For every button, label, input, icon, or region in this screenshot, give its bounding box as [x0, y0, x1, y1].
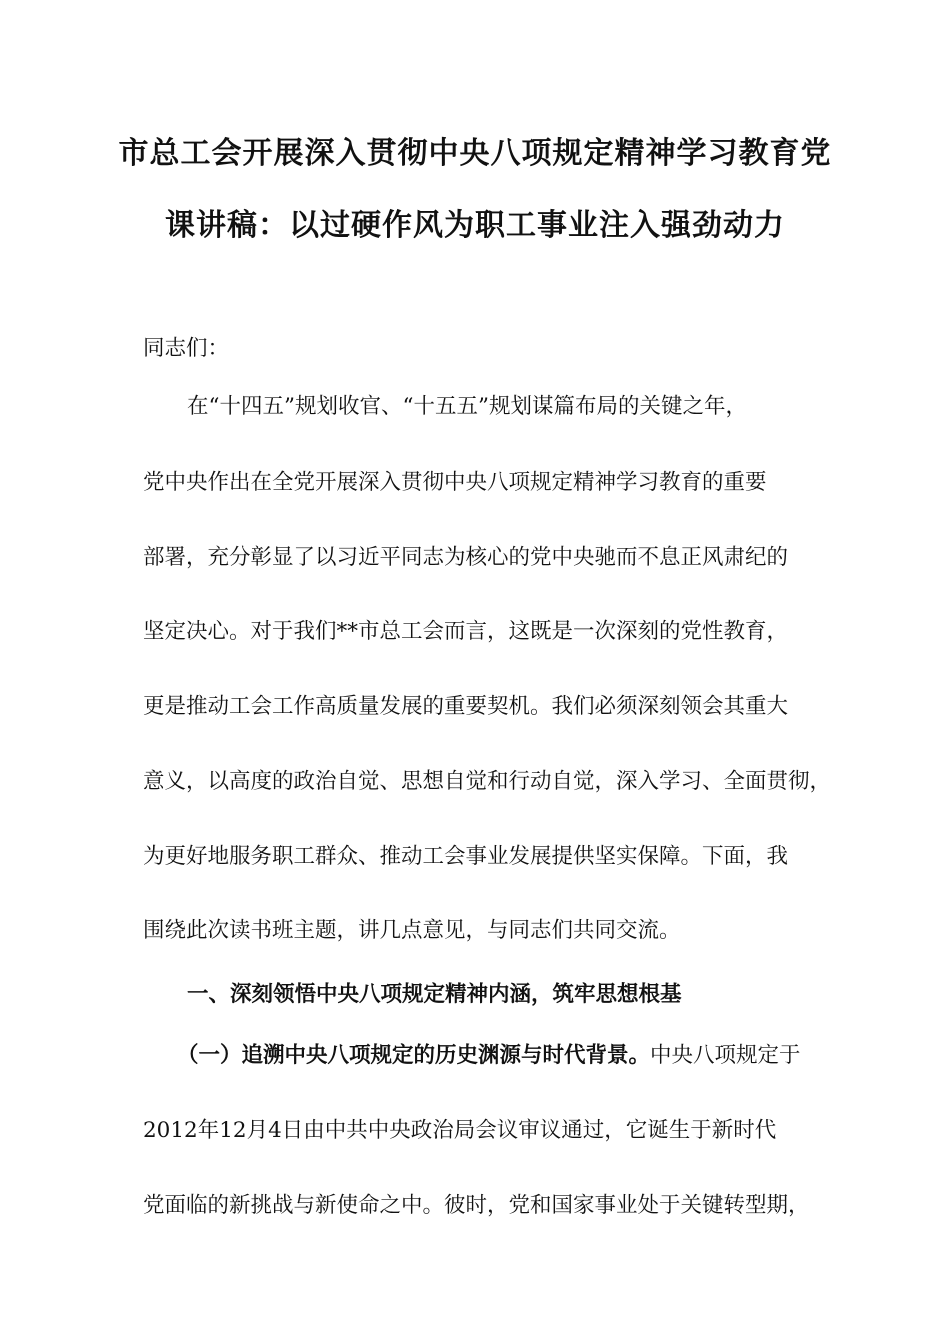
paragraph-line: 为更好地服务职工群众、推动工会事业发展提供坚实保障。下面，我	[143, 844, 789, 869]
paragraph-line: 部署，充分彰显了以习近平同志为核心的党中央驰而不息正风肃纪的	[143, 545, 789, 570]
paragraph-line: 党面临的新挑战与新使命之中。彼时，党和国家事业处于关键转型期，	[143, 1193, 810, 1218]
subsection-first-line	[177, 1045, 801, 1067]
paragraph-line: 更是推动工会工作高质量发展的重要契机。我们必须深刻领会其重大	[143, 694, 789, 719]
salutation: 同志们：	[143, 336, 230, 361]
paragraph-line: 意义，以高度的政治自觉、思想自觉和行动自觉，深入学习、全面贯彻，	[143, 769, 832, 794]
document-title-line-2: 课讲稿：以过硬作风为职工事业注入强劲动力	[165, 208, 785, 243]
paragraph-line: 坚定决心。对于我们**市总工会而言，这既是一次深刻的党性教育，	[143, 619, 789, 644]
section-heading: 一、深刻领悟中央八项规定精神内涵，筑牢思想根基	[187, 982, 682, 1007]
paragraph-line: 围绕此次读书班主题，讲几点意见，与同志们共同交流。	[143, 918, 681, 943]
document-title-line-1: 市总工会开展深入贯彻中央八项规定精神学习教育党	[118, 136, 832, 171]
paragraph-line: 2012年12月4日由中共中央政治局会议审议通过，它诞生于新时代	[143, 1118, 777, 1143]
subsection-heading: （一）追溯中央八项规定的历史渊源与时代背景。	[177, 1043, 651, 1068]
subsection-text: 中央八项规定于	[650, 1043, 801, 1068]
paragraph-line: 在“十四五”规划收官、“十五五”规划谋篇布局的关键之年，	[187, 394, 747, 419]
paragraph-line: 党中央作出在全党开展深入贯彻中央八项规定精神学习教育的重要	[143, 470, 767, 495]
